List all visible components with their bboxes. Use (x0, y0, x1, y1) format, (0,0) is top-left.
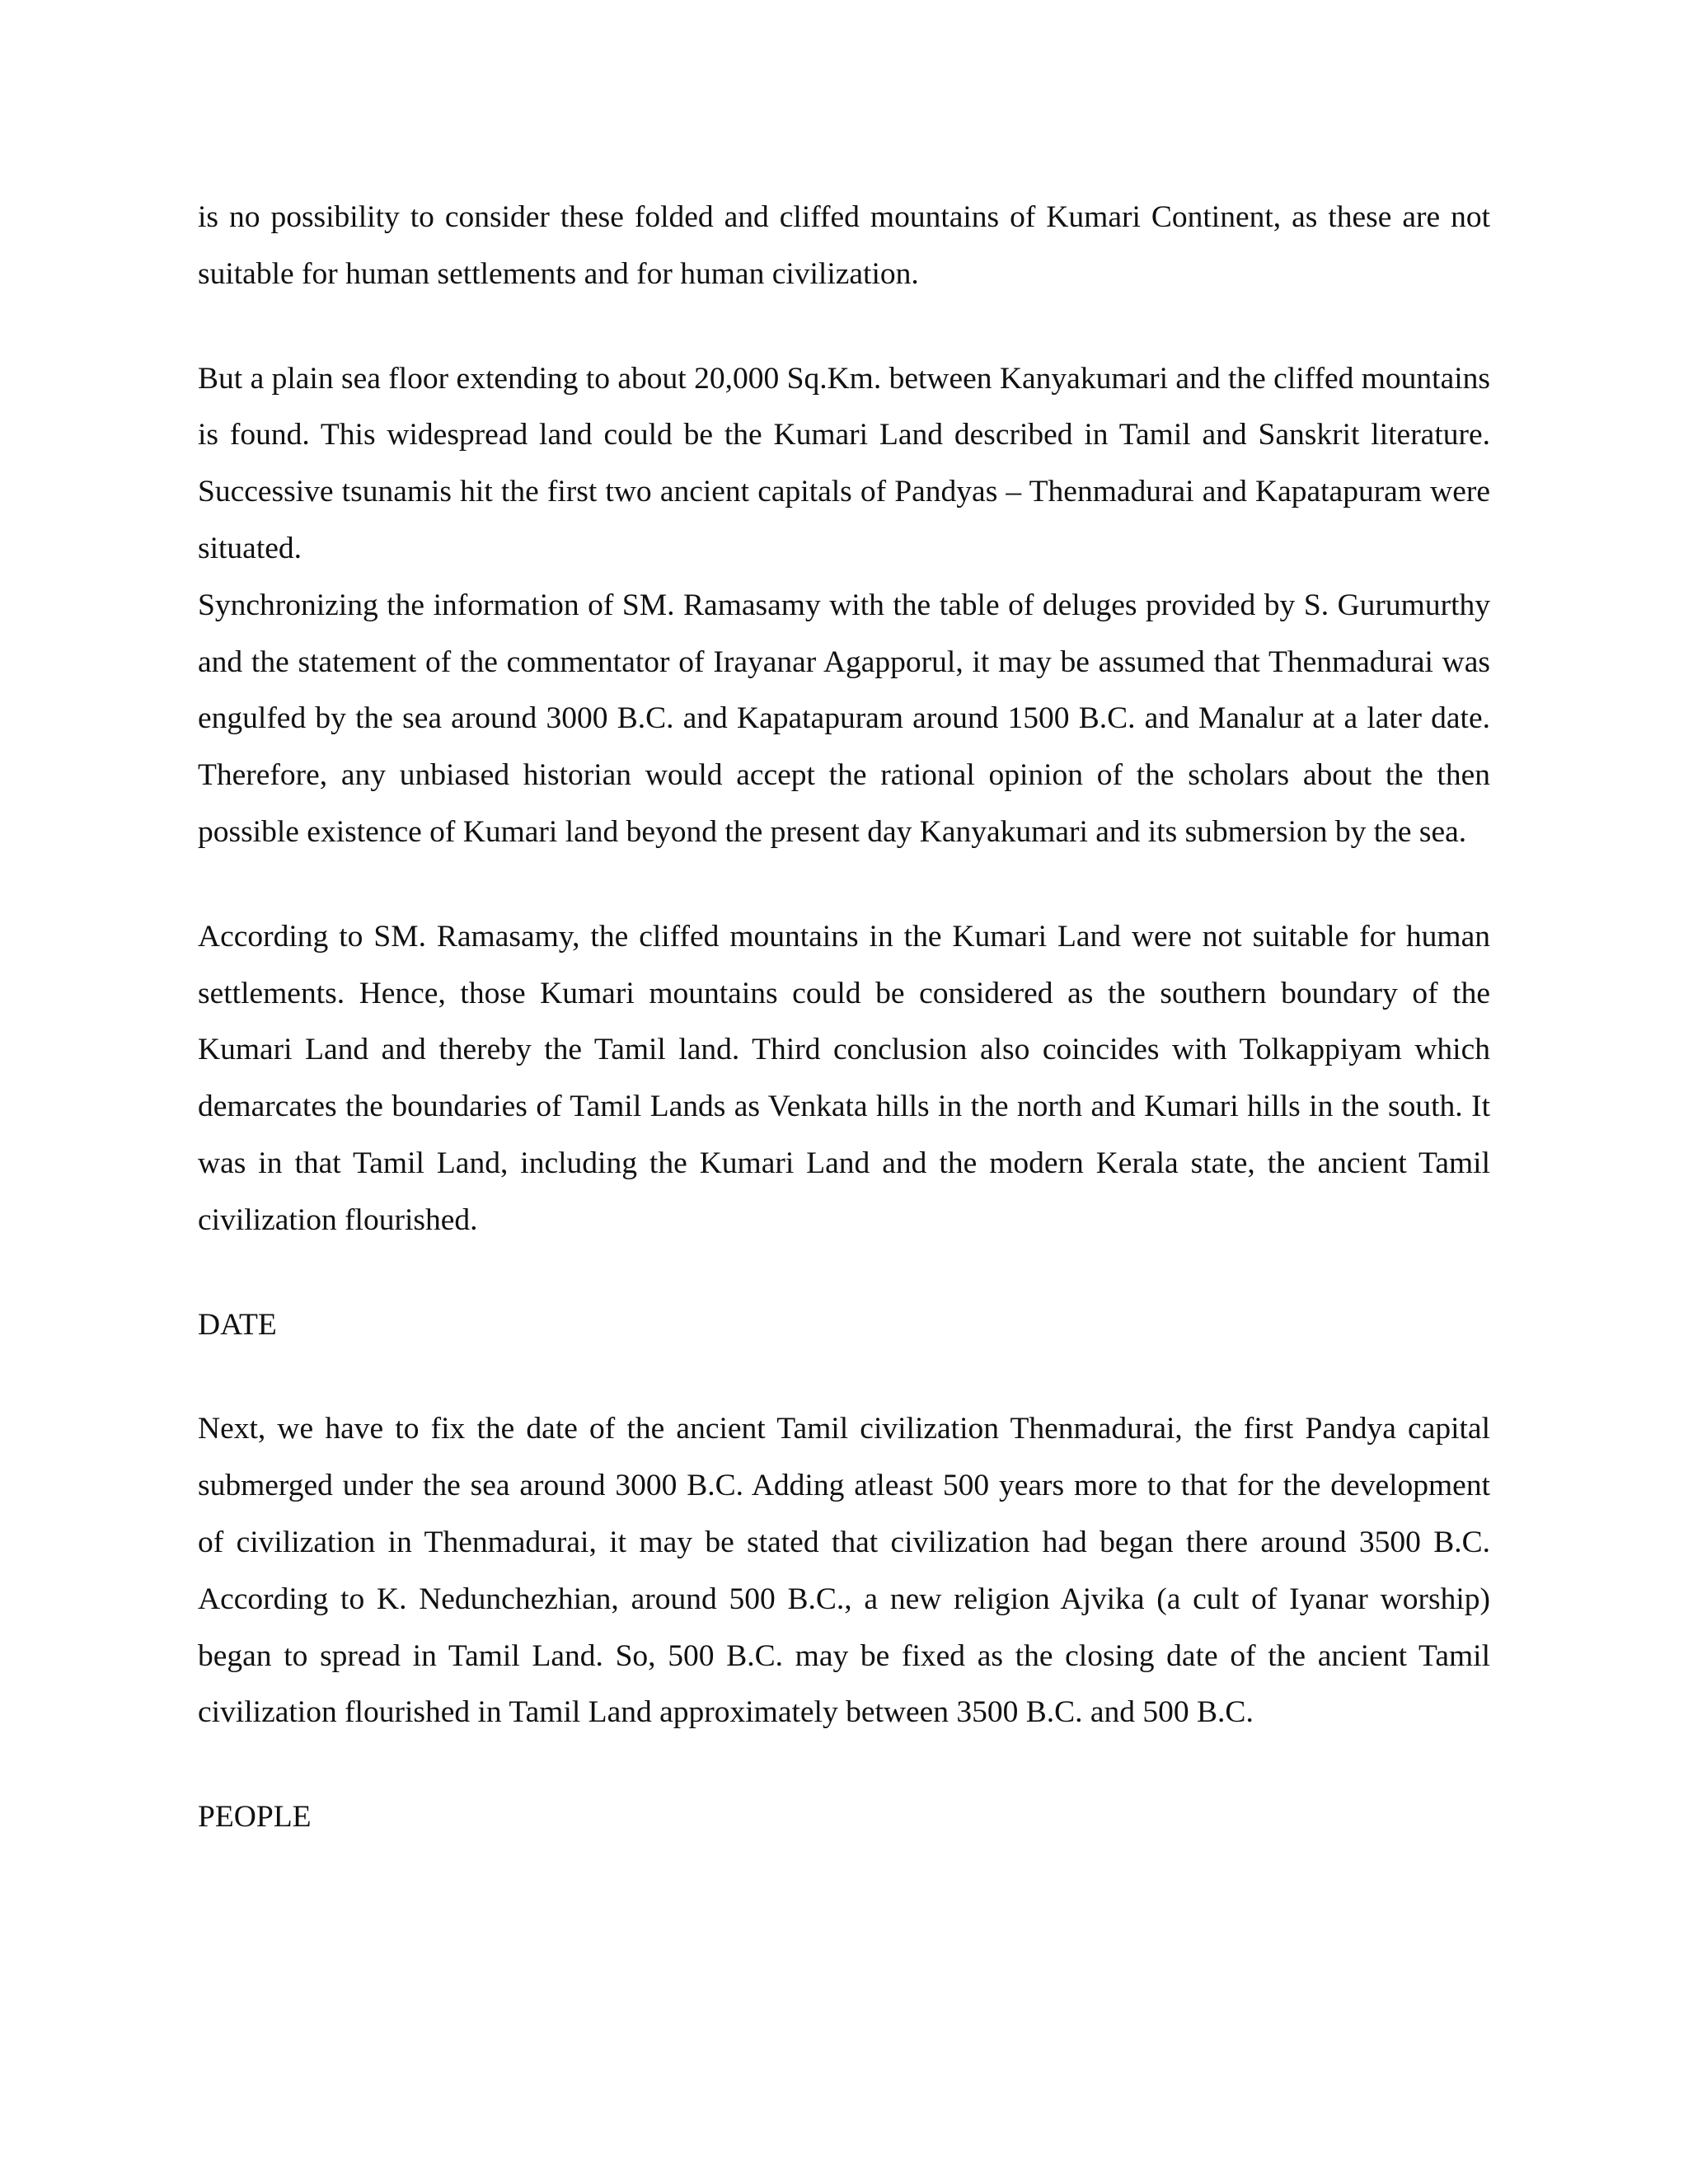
paragraph-gap (198, 303, 1490, 351)
paragraph-date-of-civilization: Next, we have to fix the date of the ancient Tamil civilization Thenmadurai, the first Pandya capital submerged under the sea around 3000 B.C. Adding atleast 500 years more to that for the development of civilization in Thenmadurai, it may be stated that civilization had began there around 3500 B.C. According to K. Nedunchezhian, around 500 B.C., a new religion Ajvika (a cult of Iyanar worship) began to spread in Tamil Land. So, 500 B.C. may be fixed as the closing date of the ancient Tamil civilization flourished in Tamil Land approximately between 3500 B.C. and 500 B.C. (198, 1412, 1490, 1730)
paragraph-cliffed-mountains: According to SM. Ramasamy, the cliffed mountains in the Kumari Land were not suitable for human settlements. Hence, those Kumari mountains could be considered as the southern boundary of the Kumari Land and thereby the Tamil land. Third conclusion also coincides with Tolkappiyam which demarcates the boundaries of Tamil Lands as Venkata hills in the north and Kumari hills in the south. It was in that Tamil Land, including the Kumari Land and the modern Kerala state, the ancient Tamil civilization flourished. (198, 919, 1490, 1237)
section-heading-people: PEOPLE (198, 1800, 312, 1835)
section-heading-date: DATE (198, 1307, 277, 1342)
document-page (198, 190, 1490, 1846)
paragraph-gap (198, 1741, 1490, 1789)
paragraph-gap (198, 1249, 1490, 1297)
paragraph-gap (198, 1353, 1490, 1401)
paragraph-gap (198, 861, 1490, 909)
paragraph-kumari-mountains: is no possibility to consider these folded and cliffed mountains of Kumari Continent, as these are not suitable for human settlements and for human civilization. (198, 200, 1490, 291)
paragraph-synchronizing: Synchronizing the information of SM. Ramasamy with the table of deluges provided by S. Gurumurthy and the statement of the commentator of Irayanar Agapporul, it may be assumed that Thenmadurai was engulfed by the sea around 3000 B.C. and Kapatapuram around 1500 B.C. and Manalur at a later date. Therefore, any unbiased historian would accept the rational opinion of the scholars about the then possible existence of Kumari land beyond the present day Kanyakumari and its submersion by the sea. (198, 588, 1490, 849)
paragraph-sea-floor: But a plain sea floor extending to about 20,000 Sq.Km. between Kanyakumari and the cliffed mountains is found. This widespread land could be the Kumari Land described in Tamil and Sanskrit literature. Successive tsunamis hit the first two ancient capitals of Pandyas – Thenmadurai and Kapatapuram were situated. (198, 361, 1490, 565)
